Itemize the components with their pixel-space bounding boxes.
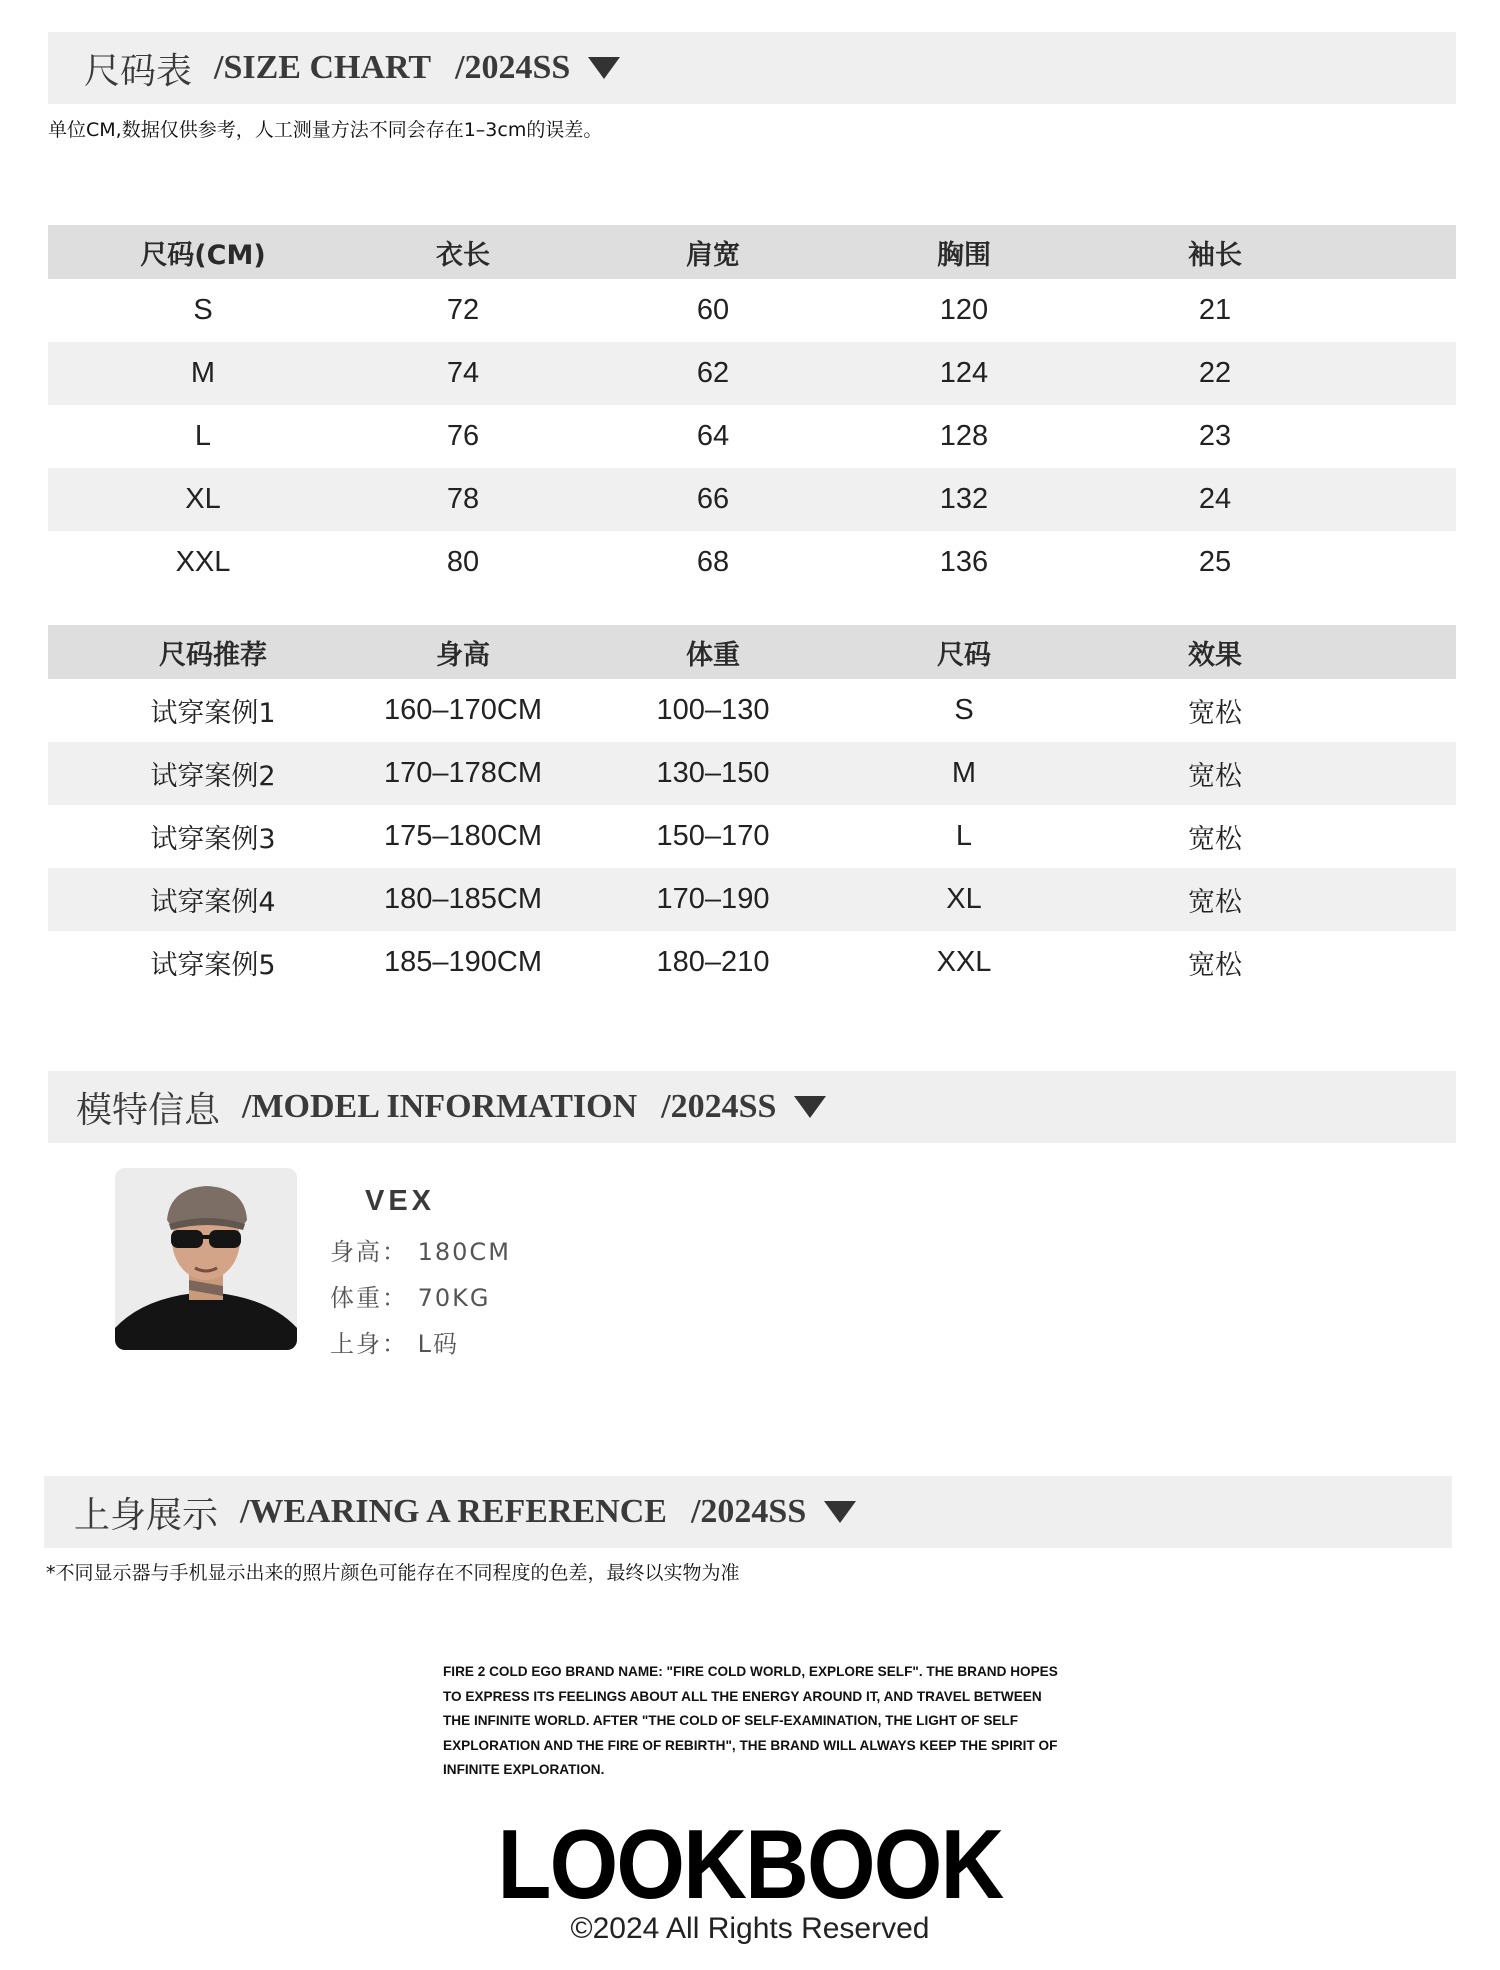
size-cell: S	[954, 694, 974, 726]
brand-line: INFINITE EXPLORATION.	[443, 1762, 605, 1777]
size-header-size: 尺码(CM)	[48, 225, 338, 279]
size-cell: XL	[838, 868, 1090, 931]
fit-cell: 宽松	[1188, 698, 1242, 729]
model-info-title-cn: 模特信息	[76, 1089, 221, 1131]
length-cell: 78	[338, 468, 588, 531]
height-cell: 175–180CM	[384, 820, 542, 852]
height-cell: 185–190CM	[384, 946, 542, 978]
case-cell: 试穿案例1	[150, 698, 276, 729]
fit-cell: 宽松	[1090, 742, 1340, 805]
table-row	[48, 931, 1456, 994]
size-header-length: 衣长	[338, 225, 588, 279]
sleeve-cell: 22	[1090, 342, 1340, 405]
size-chart-header	[48, 32, 1456, 104]
fit-cell: 宽松	[1090, 868, 1340, 931]
sleeve-cell: 21	[1198, 294, 1232, 326]
wearing-title-en: /WEARING A REFERENCE	[240, 1493, 667, 1530]
table-row	[48, 405, 1456, 468]
size-header-chest: 胸围	[838, 225, 1090, 279]
shoulder-cell: 64	[696, 420, 730, 452]
size-header-shoulder: 肩宽	[588, 225, 838, 279]
weight-cell: 170–190	[588, 868, 838, 931]
model-size: 上身： L码	[330, 1330, 459, 1358]
rec-header-height: 身高	[338, 625, 588, 679]
length-cell: 72	[446, 294, 480, 326]
chest-cell: 128	[939, 420, 989, 452]
weight-cell: 150–170	[656, 820, 770, 852]
weight-cell: 100–130	[656, 694, 770, 726]
wearing-title-cn: 上身展示	[74, 1494, 219, 1536]
case-cell: 试穿案例3	[150, 824, 276, 855]
chest-cell: 124	[838, 342, 1090, 405]
rec-header-weight: 体重	[588, 625, 838, 679]
triangle-down-icon	[824, 1501, 856, 1523]
size-table-header	[48, 225, 1456, 279]
table-row	[48, 868, 1456, 931]
fit-cell: 宽松	[1188, 950, 1242, 981]
chest-cell: 120	[939, 294, 989, 326]
table-row	[48, 805, 1456, 868]
table-row	[48, 742, 1456, 805]
shoulder-cell: 60	[696, 294, 730, 326]
model-info-season: /2024SS	[661, 1088, 777, 1125]
copyright-text: ©2024 All Rights Reserved	[570, 1912, 930, 1945]
height-cell: 170–178CM	[338, 742, 588, 805]
brand-line: TO EXPRESS ITS FEELINGS ABOUT ALL THE ENERGY AROUND IT, AND TRAVEL BETWEEN	[443, 1688, 1042, 1704]
brand-line: FIRE 2 COLD EGO BRAND NAME: "FIRE COLD WORLD, EXPLORE SELF". THE BRAND HOPES	[443, 1664, 1058, 1679]
model-height: 身高： 180CM	[330, 1238, 511, 1266]
brand-line: THE INFINITE WORLD. AFTER "THE COLD OF SELF-EXAMINATION, THE LIGHT OF SELF	[443, 1713, 1019, 1728]
triangle-down-icon	[794, 1096, 826, 1118]
size-cell: S	[193, 294, 213, 326]
sleeve-cell: 24	[1090, 468, 1340, 531]
size-chart-title-en: /SIZE CHART	[214, 49, 432, 86]
shoulder-cell: 68	[696, 546, 730, 578]
wearing-season: /2024SS	[690, 1493, 807, 1530]
shoulder-cell: 62	[588, 342, 838, 405]
sleeve-cell: 23	[1198, 420, 1232, 452]
table-row	[48, 342, 1456, 405]
rec-header-fit: 效果	[1090, 625, 1340, 679]
size-chart-note: 单位CM,数据仅供参考，人工测量方法不同会存在1–3cm的误差。	[48, 119, 603, 141]
size-table	[48, 225, 1456, 594]
wearing-header	[44, 1476, 1452, 1548]
size-cell: M	[838, 742, 1090, 805]
table-row	[48, 531, 1456, 594]
weight-cell: 180–210	[656, 946, 770, 978]
brand-line: EXPLORATION AND THE FIRE OF REBIRTH", THE BRAND WILL ALWAYS KEEP THE SPIRIT OF	[443, 1737, 1058, 1753]
lookbook-logo: LOOKBOOK	[497, 1809, 1003, 1919]
shoulder-cell: 66	[588, 468, 838, 531]
model-info-header	[48, 1071, 1456, 1143]
case-cell: 试穿案例4	[48, 868, 338, 931]
case-cell: 试穿案例2	[48, 742, 338, 805]
chest-cell: 136	[939, 546, 989, 578]
size-cell: XL	[48, 468, 338, 531]
size-cell: L	[955, 820, 973, 852]
brand-description	[443, 1660, 1103, 1783]
recommendation-table-header	[48, 625, 1456, 679]
recommendation-table	[48, 625, 1456, 994]
length-cell: 80	[446, 546, 480, 578]
length-cell: 74	[338, 342, 588, 405]
model-portrait-image	[115, 1168, 297, 1350]
length-cell: 76	[446, 420, 480, 452]
weight-cell: 130–150	[588, 742, 838, 805]
fit-cell: 宽松	[1188, 824, 1242, 855]
table-row	[48, 279, 1456, 342]
size-cell: L	[194, 420, 212, 452]
model-name: VEX	[365, 1185, 436, 1217]
model-info-title-en: /MODEL INFORMATION	[242, 1088, 638, 1125]
chest-cell: 132	[838, 468, 1090, 531]
height-cell: 180–185CM	[338, 868, 588, 931]
size-header-sleeve: 袖长	[1090, 225, 1340, 279]
rec-header-case: 尺码推荐	[48, 625, 338, 679]
wearing-note: *不同显示器与手机显示出来的照片颜色可能存在不同程度的色差，最终以实物为准	[46, 1562, 740, 1584]
sleeve-cell: 25	[1198, 546, 1232, 578]
size-cell: XXL	[936, 946, 992, 978]
size-cell: M	[48, 342, 338, 405]
case-cell: 试穿案例5	[150, 950, 276, 981]
model-photo	[115, 1168, 297, 1350]
size-cell: XXL	[175, 546, 231, 578]
height-cell: 160–170CM	[384, 694, 542, 726]
rec-header-size: 尺码	[838, 625, 1090, 679]
table-row	[48, 679, 1456, 742]
model-weight: 体重： 70KG	[330, 1284, 491, 1312]
size-chart-season: /2024SS	[455, 49, 571, 86]
triangle-down-icon	[588, 57, 620, 79]
size-chart-title-cn: 尺码表	[84, 50, 193, 92]
table-row	[48, 468, 1456, 531]
